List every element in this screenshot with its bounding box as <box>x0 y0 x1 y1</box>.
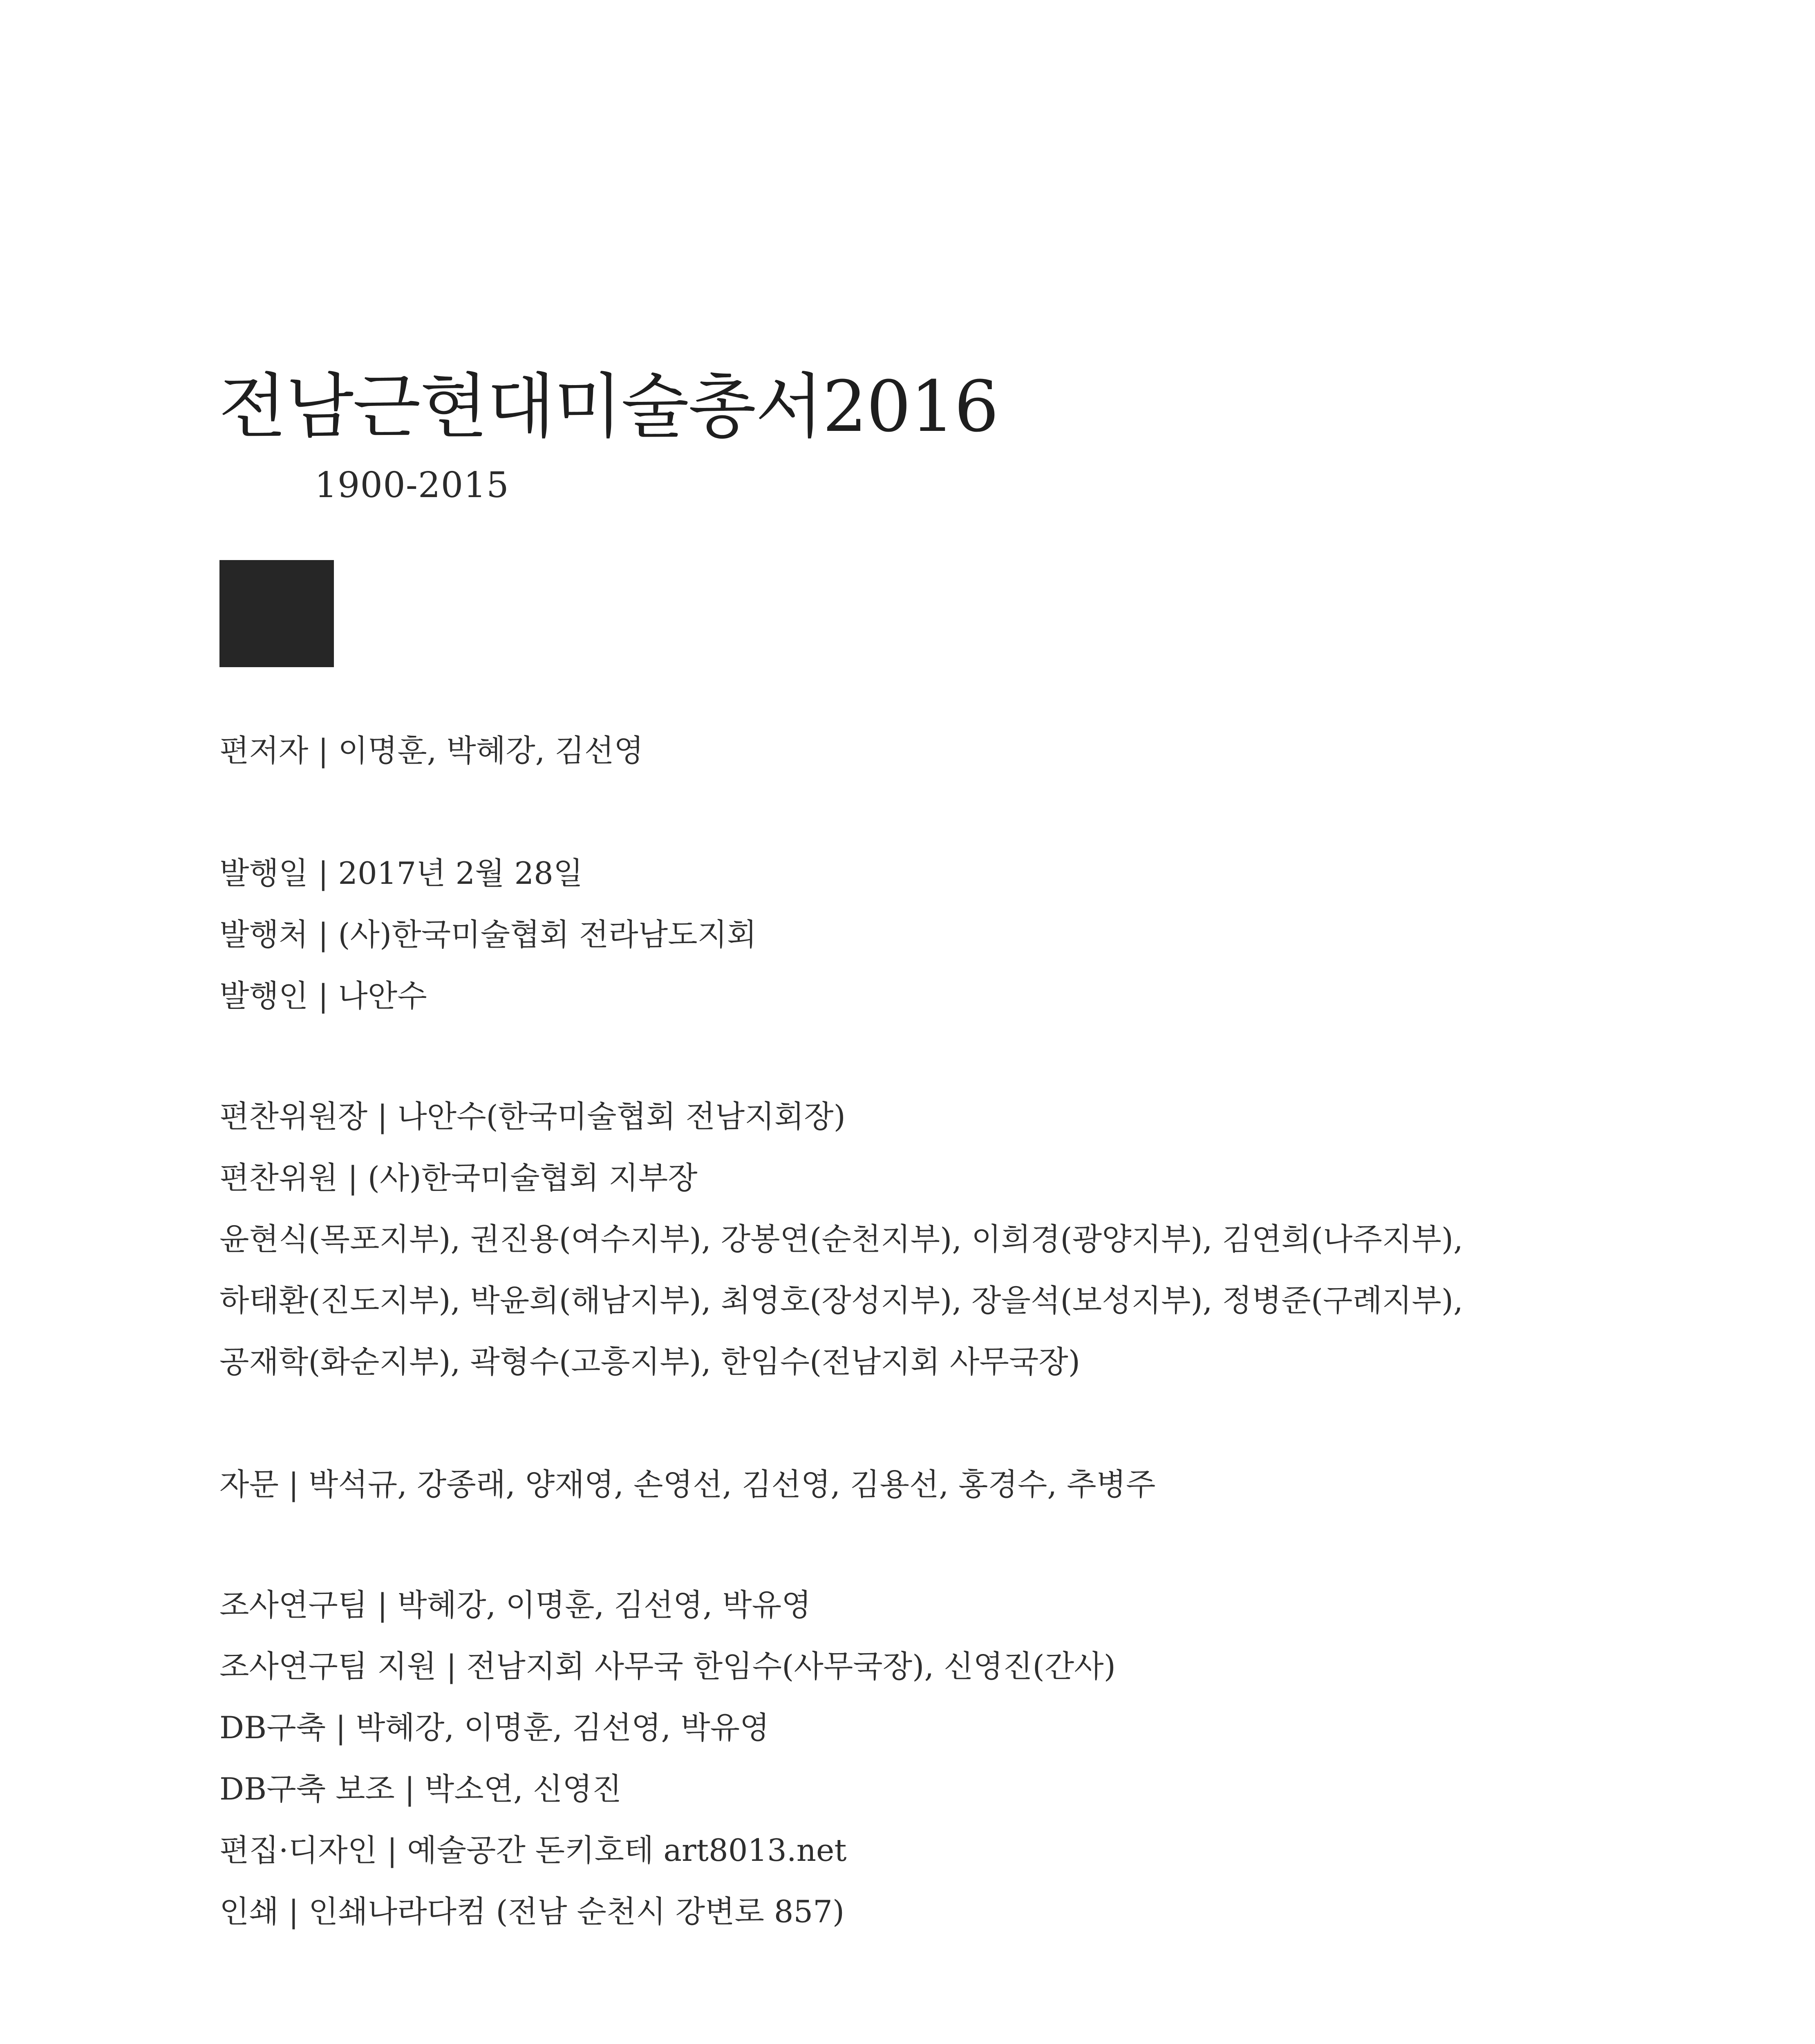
issuer-line: 발행인 | 나안수 <box>219 978 427 1014</box>
publisher-line: 발행처 | (사)한국미술협회 전라남도지회 <box>219 917 757 953</box>
committee-members-line-1: 윤현식(목포지부), 권진용(여수지부), 강봉연(순천지부), 이희경(광양지부), 김연희(나주지부), <box>219 1221 1463 1257</box>
committee-members-line-2: 하태환(진도지부), 박윤희(해남지부), 최영호(장성지부), 장을석(보성지부), 정병준(구례지부), <box>219 1282 1463 1318</box>
editors-line: 편저자 | 이명훈, 박혜강, 김선영 <box>219 733 644 769</box>
committee-chair-line: 편찬위원장 | 나안수(한국미술협회 전남지회장) <box>219 1098 846 1134</box>
research-team-line: 조사연구팀 | 박혜강, 이명훈, 김선영, 박유영 <box>219 1587 811 1623</box>
book-title: 전남근현대미술총서2016 <box>219 365 998 448</box>
committee-line: 편찬위원 | (사)한국미술협회 지부장 <box>219 1160 698 1196</box>
editing-design-line: 편집·디자인 | 예술공간 돈키호테 art8013.net <box>219 1832 847 1868</box>
publish-date-line: 발행일 | 2017년 2월 28일 <box>219 855 583 891</box>
advisors-line: 자문 | 박석규, 강종래, 양재영, 손영선, 김선영, 김용선, 홍경수, 추병주 <box>219 1466 1156 1502</box>
research-support-line: 조사연구팀 지원 | 전남지회 사무국 한임수(사무국장), 신영진(간사) <box>219 1648 1116 1684</box>
db-assist-line: DB구축 보조 | 박소연, 신영진 <box>219 1771 622 1807</box>
db-build-line: DB구축 | 박혜강, 이명훈, 김선영, 박유영 <box>219 1710 770 1746</box>
printing-line: 인쇄 | 인쇄나라다컴 (전남 순천시 강변로 857) <box>219 1894 845 1930</box>
book-period: 1900-2015 <box>315 465 509 506</box>
decorative-block <box>219 560 334 667</box>
committee-members-line-3: 공재학(화순지부), 곽형수(고흥지부), 한임수(전남지회 사무국장) <box>219 1344 1081 1380</box>
